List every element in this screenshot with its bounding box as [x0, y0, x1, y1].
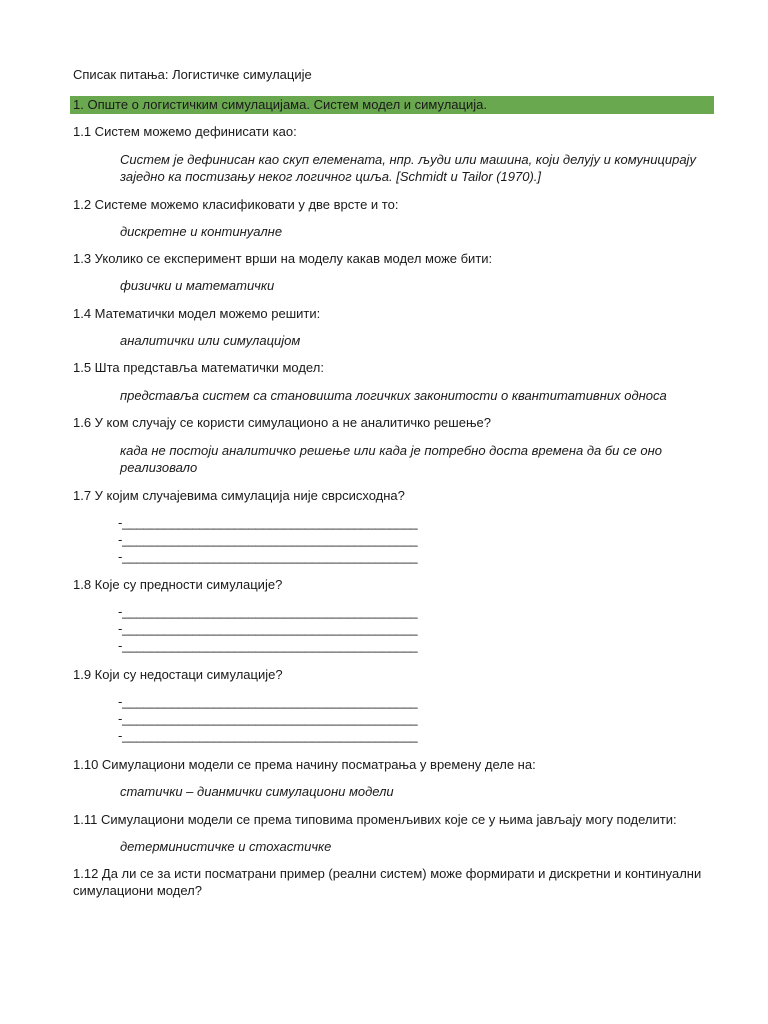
answer-1-10: статички – дианмички симулациони модели	[120, 784, 394, 799]
answer-blank-line: -__________________________________________	[118, 621, 418, 636]
question-1-4: 1.4 Математички модел можемо решити:	[73, 306, 321, 321]
answer-blank-line: -__________________________________________	[118, 711, 418, 726]
question-1-5: 1.5 Шта представља математички модел:	[73, 360, 324, 375]
answer-1-1-line-1: Систем је дефинисан као скуп елемената, нпр. људи или машина, који делују и комуницирају	[120, 152, 696, 167]
question-1-1: 1.1 Систем можемо дефинисати као:	[73, 124, 297, 139]
question-1-8: 1.8 Које су предности симулације?	[73, 577, 283, 592]
question-1-9: 1.9 Који су недостаци симулације?	[73, 667, 283, 682]
question-1-12-line-2: симулациони модел?	[73, 883, 202, 898]
answer-blank-line: -__________________________________________	[118, 604, 418, 619]
question-1-11: 1.11 Симулациони модели се према типовима променљивих које се у њима јављају могу поделити:	[73, 812, 677, 827]
answer-blank-line: -__________________________________________	[118, 728, 418, 743]
answer-blank-line: -__________________________________________	[118, 694, 418, 709]
answer-blank-line: -__________________________________________	[118, 549, 418, 564]
answer-blank-line: -__________________________________________	[118, 515, 418, 530]
answer-1-11: детерминистичке и стохастичке	[120, 839, 332, 854]
document-title: Списак питања: Логистичке симулације	[73, 67, 312, 82]
answer-1-6-line-1: када не постоји аналитичко решење или када је потребно доста времена да би се оно	[120, 443, 662, 458]
answer-1-4: аналитички или симулацијом	[120, 333, 301, 348]
question-1-10: 1.10 Симулациони модели се према начину посматрања у времену деле на:	[73, 757, 536, 772]
answer-blank-line: -__________________________________________	[118, 532, 418, 547]
section-heading: 1. Опште о логистичким симулацијама. Систем модел и симулација.	[70, 96, 714, 114]
answer-blank-line: -__________________________________________	[118, 638, 418, 653]
answer-1-2: дискретне и континуалне	[120, 224, 283, 239]
question-1-2: 1.2 Системе можемо класификовати у две врсте и то:	[73, 197, 399, 212]
answer-1-6-line-2: реализовало	[120, 460, 198, 475]
answer-1-1-line-2: заједно ка постизању неког логичног циља. [Schmidt u Tailor (1970).]	[120, 169, 542, 184]
answer-1-5: представља систем са становишта логичких законитости о квантитативних односа	[120, 388, 667, 403]
question-1-6: 1.6 У ком случају се користи симулационо а не аналитичко решење?	[73, 415, 491, 430]
question-1-3: 1.3 Уколико се експеримент врши на моделу какав модел може бити:	[73, 251, 493, 266]
answer-1-3: физички и математички	[120, 278, 275, 293]
question-1-7: 1.7 У којим случајевима симулација није сврсисходна?	[73, 488, 405, 503]
question-1-12-line-1: 1.12 Да ли се за исти посматрани пример (реални систем) може формирати и дискретни и континуални	[73, 866, 702, 881]
